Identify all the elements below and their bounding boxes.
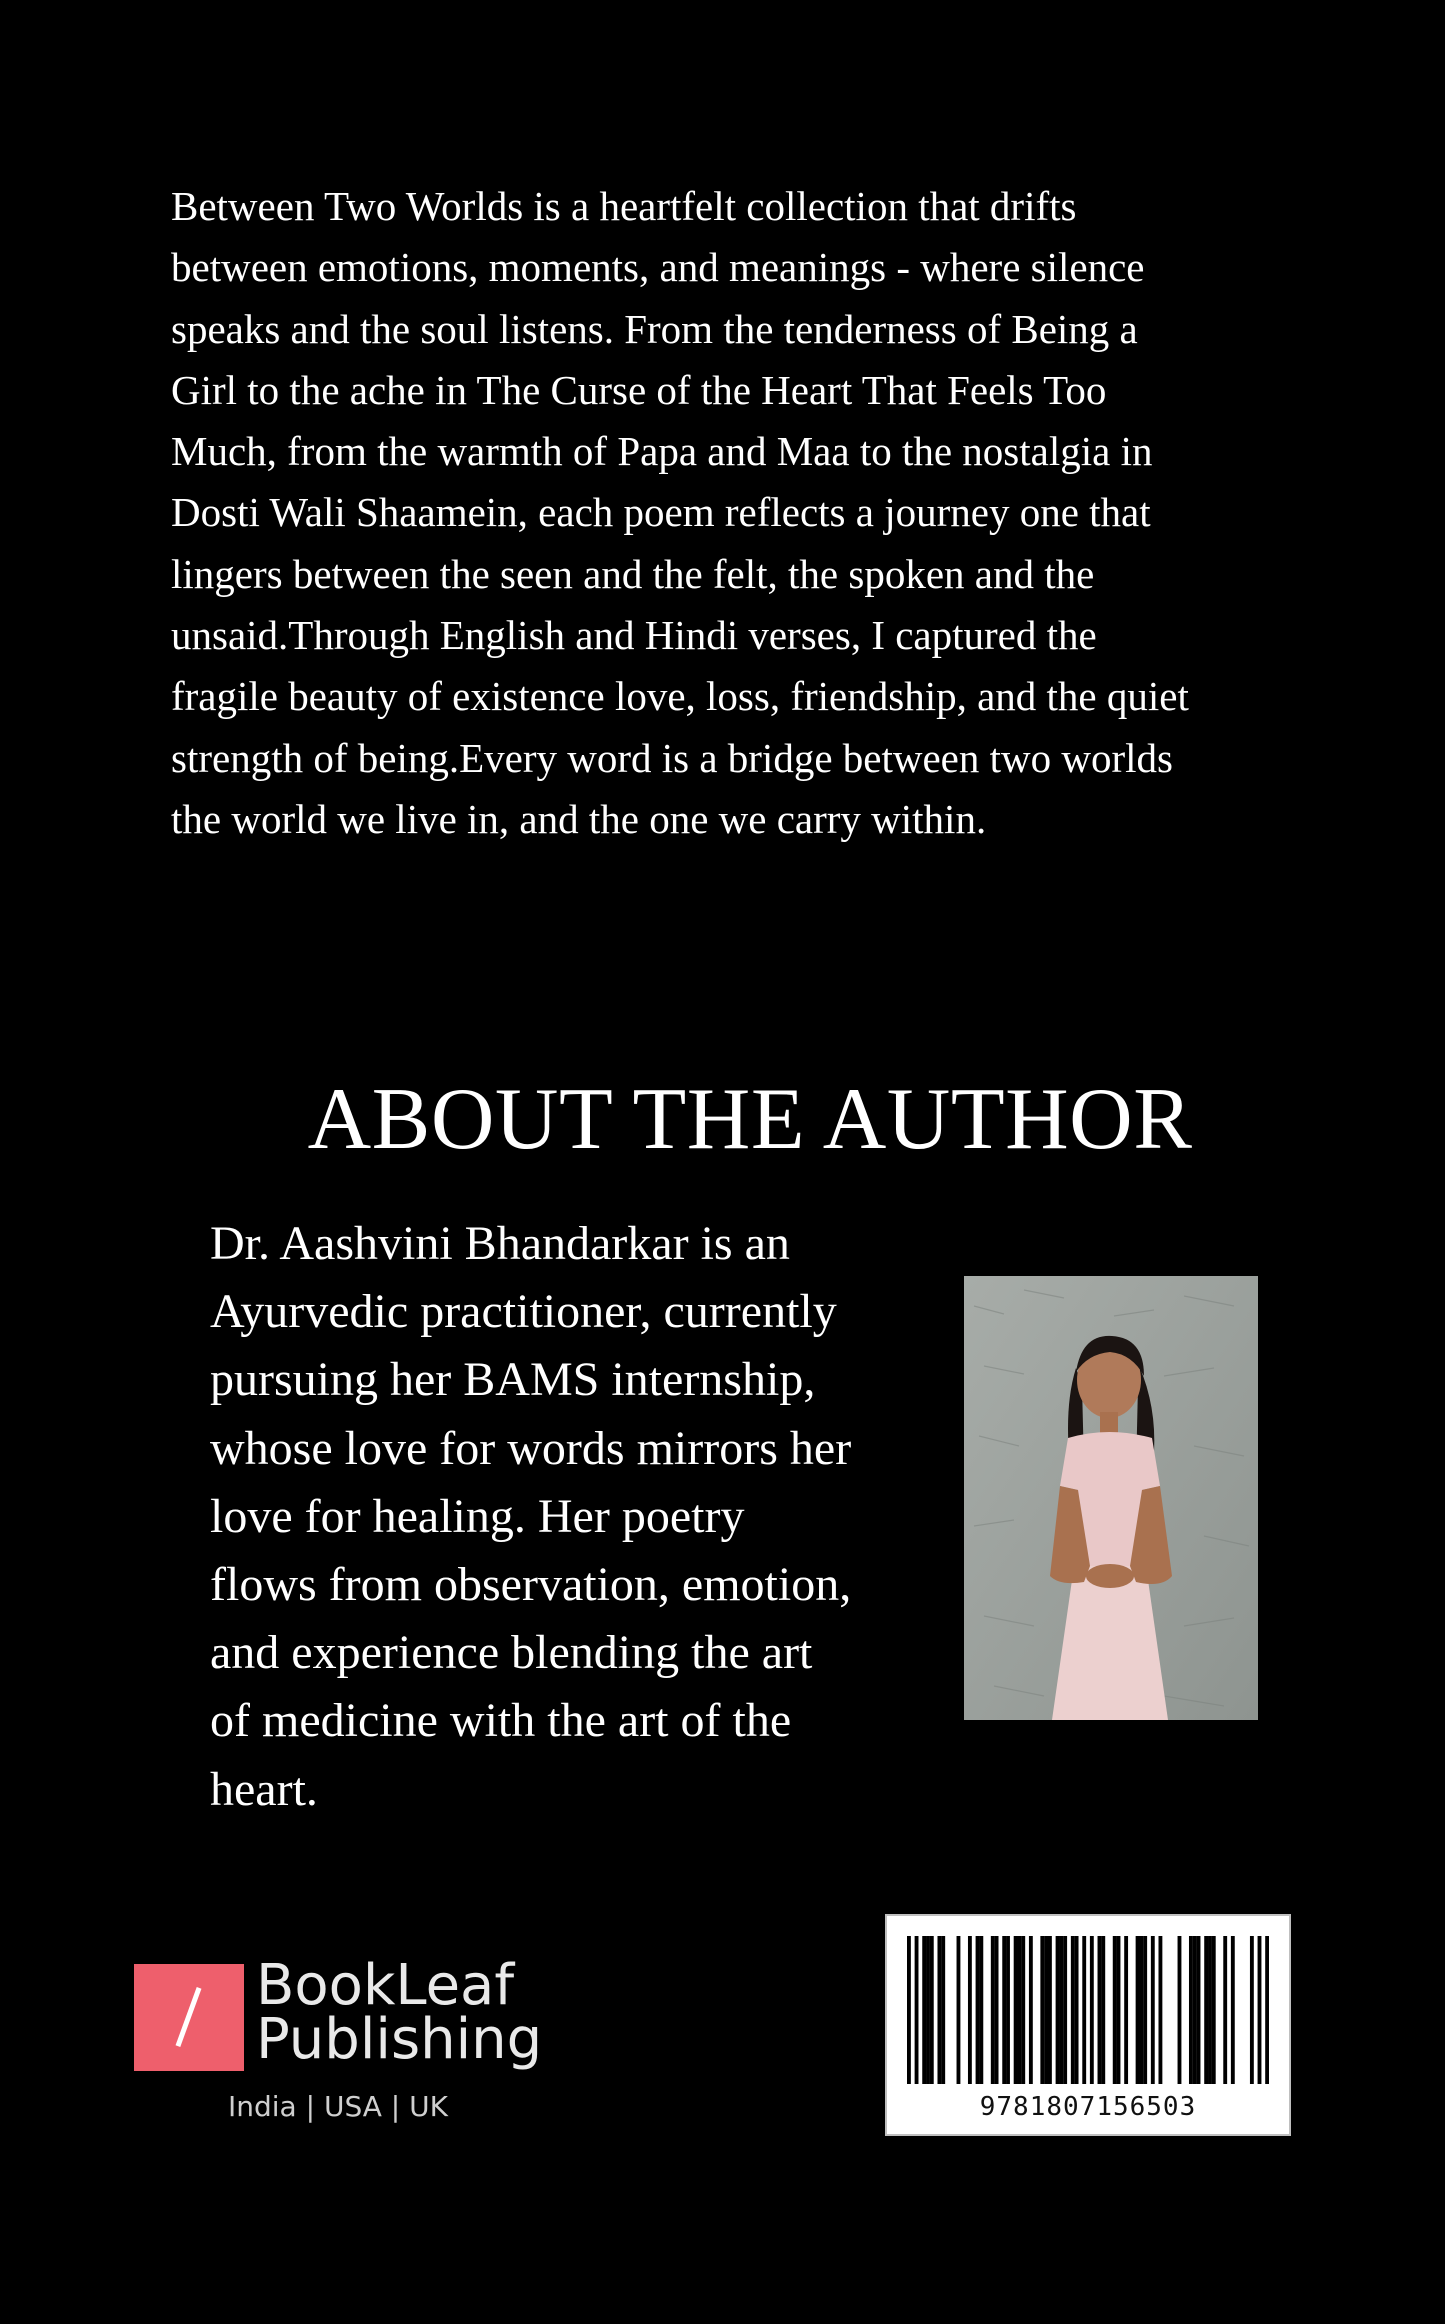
publisher-name-line2: Publishing [256, 2007, 543, 2072]
barcode-bar [922, 1936, 926, 2084]
barcode-bar [1117, 1936, 1121, 2084]
barcode-bar [1197, 1936, 1201, 2084]
barcode-bar [991, 1936, 995, 2084]
barcode-bar [1212, 1936, 1216, 2084]
barcode-bar [1136, 1936, 1140, 2084]
barcode-bar [1143, 1936, 1147, 2084]
barcode-bar [1006, 1936, 1010, 2084]
barcode-bar [1098, 1936, 1102, 2084]
barcode-bar [907, 1936, 911, 2084]
barcode-bar [1151, 1936, 1155, 2084]
barcode-bar [1250, 1936, 1254, 2084]
barcode-bar [1204, 1936, 1208, 2084]
publisher-name-line1: BookLeaf [256, 1953, 515, 2018]
barcode-bar [1040, 1936, 1044, 2084]
barcode-bar [1021, 1936, 1025, 2084]
barcode-bar [1002, 1936, 1006, 2084]
barcode-bar [1071, 1936, 1075, 2084]
barcode-bar [1223, 1936, 1227, 2084]
barcode-bar [1189, 1936, 1193, 2084]
barcode-bars [907, 1936, 1269, 2084]
barcode-bar [941, 1936, 945, 2084]
publisher-logo-mark [134, 1964, 244, 2071]
barcode-bar [1158, 1936, 1162, 2084]
barcode-bar [995, 1936, 999, 2084]
barcode-bar [1231, 1936, 1235, 2084]
barcode-bar [1113, 1936, 1117, 2084]
barcode-bar [1048, 1936, 1052, 2084]
barcode-bar [1014, 1936, 1018, 2084]
barcode-bar [1018, 1936, 1022, 2084]
barcode-bar [1139, 1936, 1143, 2084]
barcode-bar [1208, 1936, 1212, 2084]
barcode-bar [957, 1936, 961, 2084]
barcode-bar [1178, 1936, 1182, 2084]
isbn-barcode [885, 1914, 1291, 2136]
barcode-bar [1075, 1936, 1079, 2084]
barcode-bar [1029, 1936, 1033, 2084]
author-photo [964, 1276, 1258, 1720]
about-the-author-heading: ABOUT THE AUTHOR [307, 1071, 1193, 1168]
publisher-regions: India | USA | UK [228, 2090, 448, 2123]
barcode-bar [915, 1936, 919, 2084]
barcode-bar [979, 1936, 983, 2084]
barcode-bar [1124, 1936, 1128, 2084]
slash-icon [176, 1987, 202, 2047]
publisher-logo [134, 1953, 543, 2132]
barcode-bar [1063, 1936, 1067, 2084]
barcode-bar [1056, 1936, 1060, 2084]
barcode-bar [1101, 1936, 1105, 2084]
barcode-bar [1265, 1936, 1269, 2084]
barcode-bar [1258, 1936, 1262, 2084]
barcode-bar [1090, 1936, 1094, 2084]
back-cover-blurb: Between Two Worlds is a heartfelt collection that drifts between emotions, moments, and meanings - where silence speaks and the soul listens. From the tenderness of Being a Girl to the ache in The Curse of the Heart That Feels Too Much, from the warmth of Papa and Maa to the nostalgia in Dosti Wali Shaamein, each poem reflects a journey one that lingers between the seen and the felt, the spoken and the unsaid.Through English and Hindi verses, I captured the fragile beauty of existence love, loss, friendship, and the quiet strength of being.Every word is a bridge between two worlds the world we live in, and the one we carry within. [171, 183, 1189, 842]
barcode-bar [1082, 1936, 1086, 2084]
barcode-bar [1059, 1936, 1063, 2084]
barcode-bar [937, 1936, 941, 2084]
isbn-number: 9781807156503 [979, 2092, 1197, 2122]
barcode-bar [976, 1936, 980, 2084]
barcode-bar [968, 1936, 972, 2084]
barcode-bar [926, 1936, 930, 2084]
barcode-bar [930, 1936, 934, 2084]
barcode-bar [1193, 1936, 1197, 2084]
barcode-bar [1044, 1936, 1048, 2084]
author-bio: Dr. Aashvini Bhandarkar is an Ayurvedic practitioner, currently pursuing her BAMS internship, whose love for words mirrors her love for healing. Her poetry flows from observation, emotion, and experience blending the art of medicine with the art of the heart. [210, 1217, 852, 1816]
